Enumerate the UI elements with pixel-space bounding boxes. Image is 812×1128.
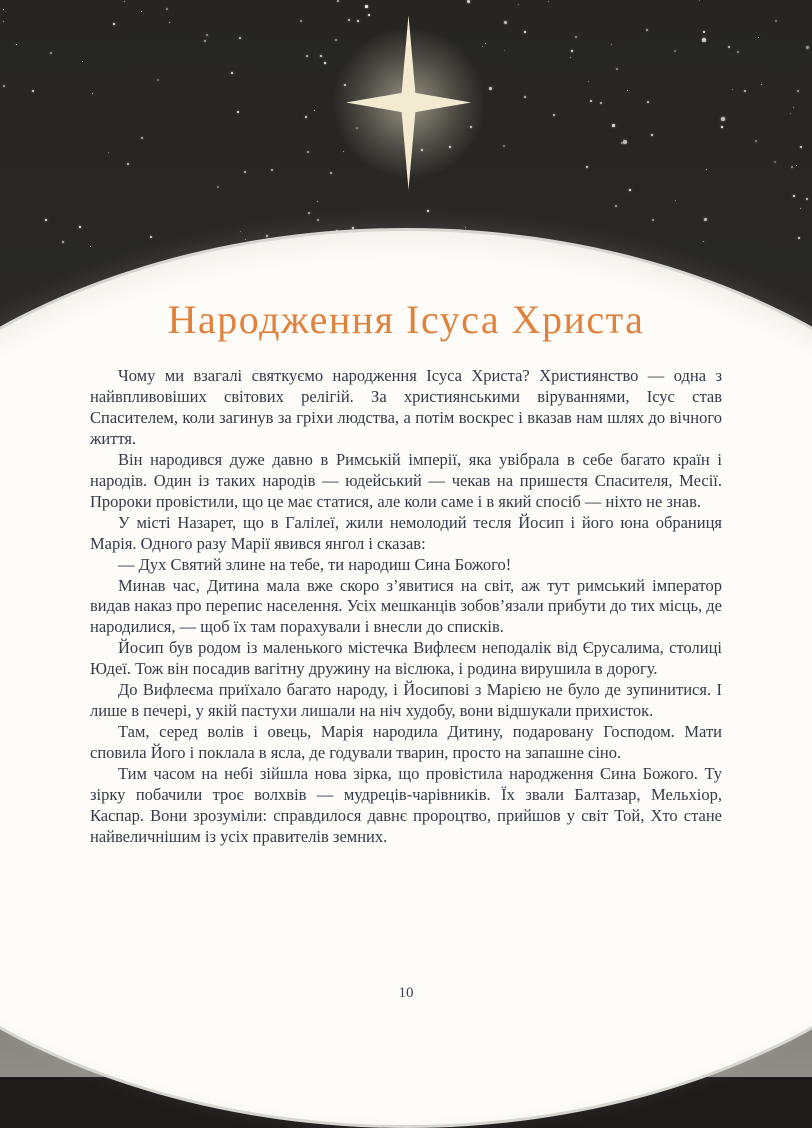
page-number: 10 [398,985,414,1001]
body-paragraph: Чому ми взагалі святкуємо народження Ісуса Христа? Християнство — одна з найвпливовіших світових релігій. За християнськими віруваннями, Ісус став Спасителем, коли загинув за гріхи людства, а потім воскрес і вказав нам шлях до вічного життя. [90,366,722,448]
body-paragraph: Там, серед волів і овець, Марія народила Дитину, подаровану Господом. Мати сповила Його і поклала в ясла, де годували тварин, просто на запашне сіно. [90,722,722,763]
body-paragraph: Тим часом на небі зійшла нова зірка, що провістила народження Сина Божого. Ту зірку побачили троє волхвів — мудреців-чарівників. Їх звали Балтазар, Мельхіор, Каспар. Вони зрозуміли: справдилося давнє пророцтво, прийшов у світ Той, Хто стане найвеличнішим із усіх правителів земних. [90,764,722,846]
page-title: Народження Ісуса Христа [167,297,645,342]
story-text [90,366,722,848]
body-paragraph: Він народився дуже давно в Римській імперії, яка увібрала в себе багато країн і народів. Один із таких народів — юдейський — чекав на пришестя Спасителя, Месії. Пророки провістили, що це має статися, але коли саме і в який спосіб — ніхто не знав. [90,449,722,511]
body-paragraph: До Вифлеєма приїхало багато народу, і Йосипові з Марією не було де зупинитися. І лише в печері, у якій пастухи лишали на ніч худобу, вони відшукали прихисток. [90,680,722,721]
body-paragraph: Минав час, Дитина мала вже скоро з’явитися на світ, аж тут римський імператор видав наказ про перепис населення. Усіх мешканців зобов’язали прибути до тих місць, де народилися, — щоб їх там порахували і внесли до списків. [90,575,722,637]
body-paragraph: — Дух Святий злине на тебе, ти народиш Сина Божого! [118,554,512,574]
body-paragraph: У місті Назарет, що в Галілеї, жили немолодий тесля Йосип і його юна обраниця Марія. Одного разу Марії явився янгол і сказав: [90,512,722,553]
body-paragraph: Йосип був родом із маленького містечка Вифлеєм неподалік від Єрусалима, столиці Юдеї. Тож він посадив вагітну дружину на віслюка, і родина вирушила в дорогу. [90,638,722,679]
